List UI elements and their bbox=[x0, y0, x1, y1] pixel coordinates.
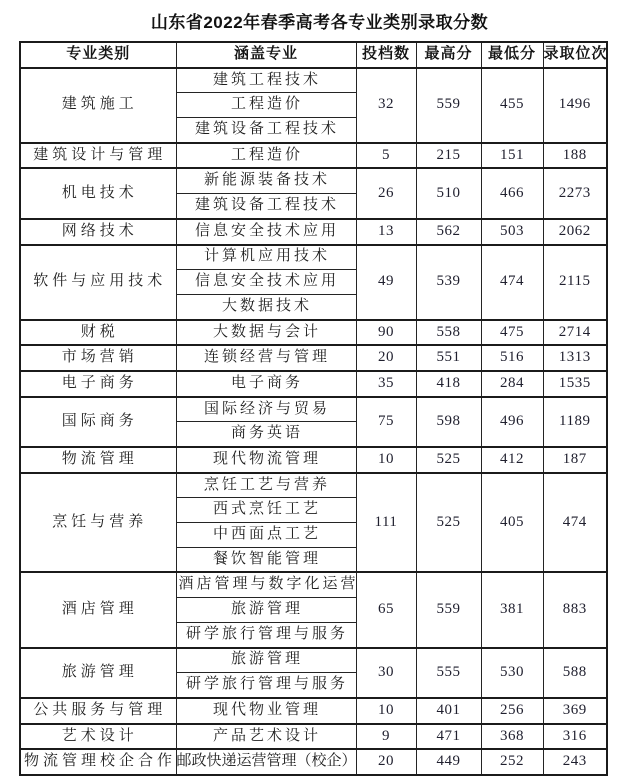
min-score-cell: 151 bbox=[481, 143, 543, 169]
max-score-cell: 559 bbox=[416, 572, 481, 647]
applications-cell: 5 bbox=[356, 143, 416, 169]
col-header-applications: 投档数 bbox=[356, 42, 416, 68]
category-cell: 物流管理 bbox=[20, 447, 176, 473]
applications-cell: 20 bbox=[356, 749, 416, 775]
major-cell: 邮政快递运营管理（校企） bbox=[176, 749, 356, 775]
category-cell: 国际商务 bbox=[20, 397, 176, 447]
major-cell: 国际经济与贸易 bbox=[176, 397, 356, 422]
major-cell: 电子商务 bbox=[176, 371, 356, 397]
min-score-cell: 496 bbox=[481, 397, 543, 447]
major-cell: 旅游管理 bbox=[176, 648, 356, 673]
major-cell: 建筑设备工程技术 bbox=[176, 194, 356, 219]
major-cell: 计算机应用技术 bbox=[176, 245, 356, 270]
category-cell: 网络技术 bbox=[20, 219, 176, 245]
max-score-cell: 551 bbox=[416, 345, 481, 371]
min-score-cell: 455 bbox=[481, 68, 543, 143]
max-score-cell: 558 bbox=[416, 320, 481, 346]
major-cell: 信息安全技术应用 bbox=[176, 270, 356, 295]
category-cell: 艺术设计 bbox=[20, 724, 176, 750]
major-cell: 建筑工程技术 bbox=[176, 68, 356, 93]
max-score-cell: 525 bbox=[416, 447, 481, 473]
table-row bbox=[20, 371, 607, 397]
table-row bbox=[20, 345, 607, 371]
min-score-cell: 466 bbox=[481, 168, 543, 218]
max-score-cell: 471 bbox=[416, 724, 481, 750]
major-cell: 大数据与会计 bbox=[176, 320, 356, 346]
major-cell: 研学旅行管理与服务 bbox=[176, 673, 356, 698]
min-score-cell: 284 bbox=[481, 371, 543, 397]
max-score-cell: 525 bbox=[416, 473, 481, 573]
applications-cell: 9 bbox=[356, 724, 416, 750]
category-cell: 烹饪与营养 bbox=[20, 473, 176, 573]
max-score-cell: 510 bbox=[416, 168, 481, 218]
min-score-cell: 368 bbox=[481, 724, 543, 750]
major-cell: 大数据技术 bbox=[176, 294, 356, 319]
table-row bbox=[20, 572, 607, 597]
category-cell: 酒店管理 bbox=[20, 572, 176, 647]
major-cell: 现代物流管理 bbox=[176, 447, 356, 473]
table-row bbox=[20, 724, 607, 750]
max-score-cell: 559 bbox=[416, 68, 481, 143]
category-cell: 财税 bbox=[20, 320, 176, 346]
rank-cell: 1496 bbox=[543, 68, 607, 143]
col-header-category: 专业类别 bbox=[20, 42, 176, 68]
major-cell: 信息安全技术应用 bbox=[176, 219, 356, 245]
rank-cell: 588 bbox=[543, 648, 607, 698]
max-score-cell: 215 bbox=[416, 143, 481, 169]
major-cell: 连锁经营与管理 bbox=[176, 345, 356, 371]
applications-cell: 32 bbox=[356, 68, 416, 143]
rank-cell: 316 bbox=[543, 724, 607, 750]
category-cell: 旅游管理 bbox=[20, 648, 176, 698]
applications-cell: 13 bbox=[356, 219, 416, 245]
min-score-cell: 405 bbox=[481, 473, 543, 573]
table-row bbox=[20, 219, 607, 245]
col-header-majors: 涵盖专业 bbox=[176, 42, 356, 68]
major-cell: 建筑设备工程技术 bbox=[176, 118, 356, 143]
major-cell: 工程造价 bbox=[176, 143, 356, 169]
table-row bbox=[20, 648, 607, 673]
col-header-min-score: 最低分 bbox=[481, 42, 543, 68]
category-cell: 机电技术 bbox=[20, 168, 176, 218]
min-score-cell: 516 bbox=[481, 345, 543, 371]
rank-cell: 1313 bbox=[543, 345, 607, 371]
applications-cell: 90 bbox=[356, 320, 416, 346]
table-body bbox=[20, 68, 607, 775]
max-score-cell: 598 bbox=[416, 397, 481, 447]
min-score-cell: 503 bbox=[481, 219, 543, 245]
table-row bbox=[20, 698, 607, 724]
major-cell: 酒店管理与数字化运营 bbox=[176, 572, 356, 597]
table-row bbox=[20, 473, 607, 498]
table-row bbox=[20, 68, 607, 93]
major-cell: 现代物业管理 bbox=[176, 698, 356, 724]
max-score-cell: 449 bbox=[416, 749, 481, 775]
applications-cell: 35 bbox=[356, 371, 416, 397]
rank-cell: 1535 bbox=[543, 371, 607, 397]
major-cell: 研学旅行管理与服务 bbox=[176, 622, 356, 647]
rank-cell: 187 bbox=[543, 447, 607, 473]
min-score-cell: 530 bbox=[481, 648, 543, 698]
col-header-rank: 录取位次 bbox=[543, 42, 607, 68]
rank-cell: 369 bbox=[543, 698, 607, 724]
applications-cell: 49 bbox=[356, 245, 416, 320]
table-row bbox=[20, 245, 607, 270]
rank-cell: 2273 bbox=[543, 168, 607, 218]
table-row bbox=[20, 320, 607, 346]
table-header-row bbox=[20, 42, 607, 68]
max-score-cell: 539 bbox=[416, 245, 481, 320]
min-score-cell: 412 bbox=[481, 447, 543, 473]
category-cell: 物流管理校企合作 bbox=[20, 749, 176, 775]
applications-cell: 75 bbox=[356, 397, 416, 447]
max-score-cell: 418 bbox=[416, 371, 481, 397]
table-row bbox=[20, 143, 607, 169]
min-score-cell: 256 bbox=[481, 698, 543, 724]
min-score-cell: 381 bbox=[481, 572, 543, 647]
min-score-cell: 252 bbox=[481, 749, 543, 775]
major-cell: 商务英语 bbox=[176, 422, 356, 447]
category-cell: 市场营销 bbox=[20, 345, 176, 371]
rank-cell: 883 bbox=[543, 572, 607, 647]
major-cell: 新能源装备技术 bbox=[176, 168, 356, 193]
major-cell: 工程造价 bbox=[176, 93, 356, 118]
rank-cell: 2062 bbox=[543, 219, 607, 245]
major-cell: 中西面点工艺 bbox=[176, 523, 356, 548]
table-row bbox=[20, 168, 607, 193]
applications-cell: 65 bbox=[356, 572, 416, 647]
category-cell: 建筑设计与管理 bbox=[20, 143, 176, 169]
col-header-max-score: 最高分 bbox=[416, 42, 481, 68]
rank-cell: 243 bbox=[543, 749, 607, 775]
major-cell: 产品艺术设计 bbox=[176, 724, 356, 750]
admission-score-table bbox=[19, 41, 608, 776]
major-cell: 西式烹饪工艺 bbox=[176, 498, 356, 523]
min-score-cell: 474 bbox=[481, 245, 543, 320]
applications-cell: 30 bbox=[356, 648, 416, 698]
major-cell: 烹饪工艺与营养 bbox=[176, 473, 356, 498]
table-row bbox=[20, 447, 607, 473]
category-cell: 电子商务 bbox=[20, 371, 176, 397]
rank-cell: 188 bbox=[543, 143, 607, 169]
min-score-cell: 475 bbox=[481, 320, 543, 346]
category-cell: 建筑施工 bbox=[20, 68, 176, 143]
max-score-cell: 555 bbox=[416, 648, 481, 698]
page-title: 山东省2022年春季高考各专业类别录取分数 bbox=[150, 13, 489, 32]
category-cell: 公共服务与管理 bbox=[20, 698, 176, 724]
applications-cell: 10 bbox=[356, 447, 416, 473]
rank-cell: 2714 bbox=[543, 320, 607, 346]
major-cell: 旅游管理 bbox=[176, 598, 356, 623]
max-score-cell: 401 bbox=[416, 698, 481, 724]
table-row bbox=[20, 397, 607, 422]
category-cell: 软件与应用技术 bbox=[20, 245, 176, 320]
rank-cell: 2115 bbox=[543, 245, 607, 320]
rank-cell: 474 bbox=[543, 473, 607, 573]
applications-cell: 10 bbox=[356, 698, 416, 724]
applications-cell: 26 bbox=[356, 168, 416, 218]
max-score-cell: 562 bbox=[416, 219, 481, 245]
applications-cell: 111 bbox=[356, 473, 416, 573]
rank-cell: 1189 bbox=[543, 397, 607, 447]
major-cell: 餐饮智能管理 bbox=[176, 547, 356, 572]
applications-cell: 20 bbox=[356, 345, 416, 371]
table-row bbox=[20, 749, 607, 775]
